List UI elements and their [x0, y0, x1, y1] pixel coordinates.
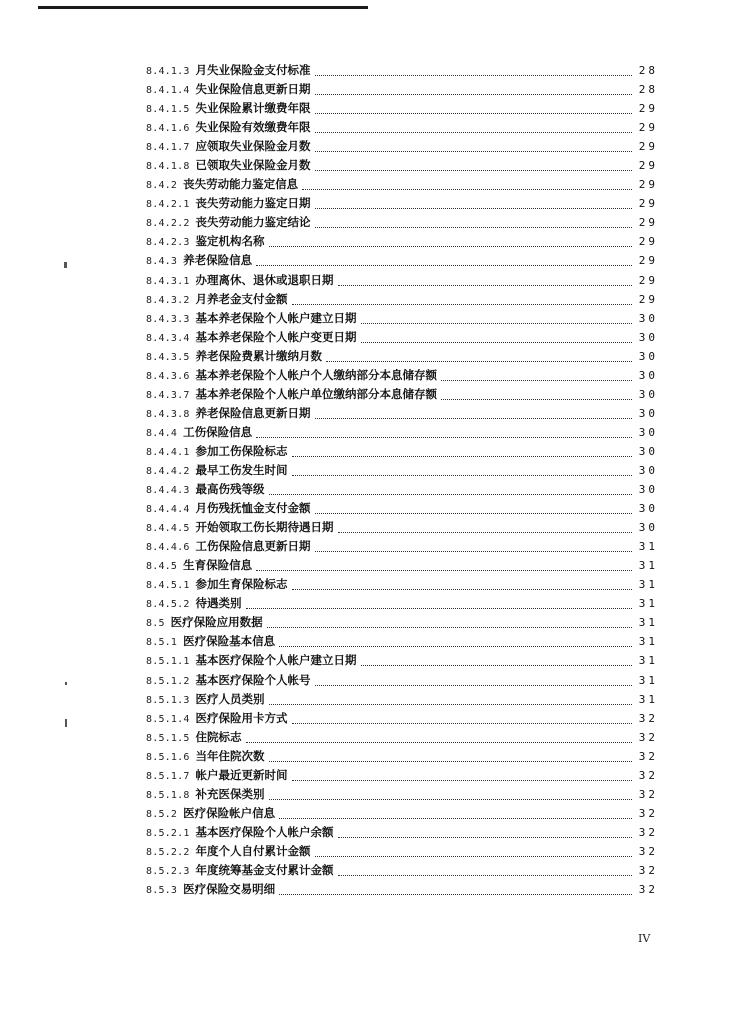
toc-entry-title: 最高伤残等级 [195, 482, 265, 497]
toc-entry-number: 8.4.2 [146, 180, 178, 192]
dot-leader [279, 645, 632, 647]
toc-entry[interactable] [146, 728, 658, 747]
toc-entry-number: 8.4.1.4 [146, 85, 190, 97]
toc-entry[interactable] [146, 80, 658, 99]
toc-entry-title: 养老保险费累计缴纳月数 [195, 348, 323, 363]
dot-leader [292, 455, 632, 457]
toc-entry-number: 8.5.1 [146, 637, 178, 649]
toc-entry-title: 参加生育保险标志 [195, 577, 288, 592]
toc-entry-page: 31 [638, 616, 658, 630]
toc-entry[interactable] [146, 880, 658, 899]
toc-entry[interactable] [146, 137, 658, 156]
toc-entry[interactable] [146, 309, 658, 328]
toc-entry-title: 月养老金支付金额 [195, 291, 288, 306]
toc-entry-title: 办理离休、退休或退职日期 [195, 272, 334, 287]
toc-entry[interactable] [146, 747, 658, 766]
toc-entry[interactable] [146, 842, 658, 861]
toc-entry-title: 失业保险有效缴费年限 [195, 120, 311, 135]
toc-entry-title: 基本医疗保险个人帐号 [195, 672, 311, 687]
toc-entry-page: 29 [638, 102, 658, 116]
toc-entry[interactable] [146, 271, 658, 290]
toc-entry-number: 8.4.3.4 [146, 332, 190, 344]
toc-entry-page: 30 [638, 425, 658, 439]
toc-entry[interactable] [146, 861, 658, 880]
dot-leader [315, 512, 632, 514]
dot-leader [441, 379, 632, 381]
toc-entry-title: 基本养老保险个人帐户单位缴纳部分本息储存额 [195, 386, 438, 401]
scan-mark [65, 719, 67, 727]
toc-entry-title: 待遇类别 [195, 596, 242, 611]
toc-entry[interactable] [146, 613, 658, 632]
dot-leader [326, 360, 632, 362]
toc-entry[interactable] [146, 194, 658, 213]
toc-entry[interactable] [146, 385, 658, 404]
toc-entry-title: 养老保险信息更新日期 [195, 405, 311, 420]
toc-entry[interactable] [146, 518, 658, 537]
dot-leader [315, 150, 632, 152]
dot-leader [361, 664, 632, 666]
toc-entry[interactable] [146, 594, 658, 613]
toc-entry-number: 8.4.5.2 [146, 599, 190, 611]
toc-entry-number: 8.4.3.2 [146, 294, 190, 306]
toc-entry-page: 32 [638, 883, 658, 897]
toc-entry-title: 参加工伤保险标志 [195, 443, 288, 458]
toc-entry-page: 30 [638, 483, 658, 497]
dot-leader [315, 417, 632, 419]
toc-entry[interactable] [146, 232, 658, 251]
toc-entry-page: 31 [638, 673, 658, 687]
toc-entry-page: 29 [638, 273, 658, 287]
toc-entry[interactable] [146, 366, 658, 385]
toc-entry-title: 丧失劳动能力鉴定信息 [183, 177, 299, 192]
toc-entry-title: 医疗人员类别 [195, 691, 265, 706]
toc-entry-page: 30 [638, 311, 658, 325]
toc-entry-title: 医疗保险用卡方式 [195, 710, 288, 725]
toc-entry-number: 8.4.1.7 [146, 142, 190, 154]
toc-entry-page: 31 [638, 578, 658, 592]
toc-entry-page: 32 [638, 844, 658, 858]
toc-entry[interactable] [146, 156, 658, 175]
toc-entry-number: 8.4.3.8 [146, 408, 190, 420]
toc-entry-title: 工伤保险信息更新日期 [195, 539, 311, 554]
dot-leader [315, 112, 632, 114]
dot-leader [279, 893, 632, 895]
dot-leader [292, 303, 632, 305]
toc-entry[interactable] [146, 804, 658, 823]
toc-entry-number: 8.4.3.7 [146, 389, 190, 401]
dot-leader [315, 93, 632, 95]
dot-leader [338, 284, 632, 286]
toc-entry-page: 29 [638, 197, 658, 211]
toc-entry-page: 32 [638, 863, 658, 877]
toc-entry-page: 29 [638, 216, 658, 230]
dot-leader [292, 474, 632, 476]
dot-leader [269, 703, 632, 705]
toc-entry-page: 28 [638, 83, 658, 97]
toc-entry-title: 医疗保险交易明细 [183, 882, 276, 897]
toc-entry-number: 8.5.1.6 [146, 751, 190, 763]
toc-entry[interactable] [146, 461, 658, 480]
toc-entry[interactable] [146, 251, 658, 270]
dot-leader [338, 874, 632, 876]
scan-mark [65, 682, 67, 685]
toc-entry-page: 29 [638, 140, 658, 154]
toc-entry-page: 30 [638, 368, 658, 382]
toc-entry-number: 8.4.4.6 [146, 542, 190, 554]
toc-entry-page: 29 [638, 292, 658, 306]
toc-entry-number: 8.4.1.6 [146, 123, 190, 135]
page-number: IV [638, 932, 651, 945]
toc-entry[interactable] [146, 328, 658, 347]
toc-entry[interactable] [146, 347, 658, 366]
toc-entry-number: 8.5 [146, 618, 165, 630]
toc-entry-page: 32 [638, 806, 658, 820]
toc-entry-page: 31 [638, 597, 658, 611]
toc-entry-number: 8.4.5.1 [146, 580, 190, 592]
toc-entry[interactable] [146, 423, 658, 442]
toc-entry-title: 应领取失业保险金月数 [195, 139, 311, 154]
toc-entry-number: 8.4.1.5 [146, 104, 190, 116]
dot-leader [292, 722, 632, 724]
dot-leader [315, 550, 632, 552]
toc-entry-title: 月失业保险金支付标准 [195, 63, 311, 77]
toc-entry[interactable] [146, 480, 658, 499]
toc-entry[interactable] [146, 766, 658, 785]
toc-entry[interactable] [146, 575, 658, 594]
toc-entry[interactable] [146, 118, 658, 137]
toc-entry-number: 8.5.2.1 [146, 827, 190, 839]
toc-entry-page: 31 [638, 654, 658, 668]
toc-entry-title: 失业保险累计缴费年限 [195, 101, 311, 116]
toc-entry-number: 8.4.3.5 [146, 351, 190, 363]
dot-leader [315, 855, 632, 857]
dot-leader [292, 779, 632, 781]
toc-entry-number: 8.5.1.1 [146, 656, 190, 668]
toc-entry-number: 8.4.3.1 [146, 275, 190, 287]
dot-leader [315, 684, 632, 686]
toc-entry[interactable] [146, 442, 658, 461]
toc-entry-number: 8.4.4.2 [146, 465, 190, 477]
toc-entry-page: 30 [638, 521, 658, 535]
toc-entry-number: 8.5.1.2 [146, 675, 190, 687]
scan-mark [64, 262, 67, 268]
dot-leader [267, 626, 632, 628]
toc-entry-title: 医疗保险应用数据 [170, 615, 263, 630]
toc-entry-title: 医疗保险基本信息 [183, 634, 276, 649]
toc-entry-title: 养老保险信息 [183, 253, 253, 268]
dot-leader [269, 245, 632, 247]
toc-entry-number: 8.5.2.2 [146, 846, 190, 858]
toc-entry-number: 8.5.1.8 [146, 789, 190, 801]
toc-entry[interactable] [146, 99, 658, 118]
dot-leader [315, 226, 632, 228]
toc-entry-title: 基本养老保险个人帐户个人缴纳部分本息储存额 [195, 367, 438, 382]
toc-entry-page: 30 [638, 502, 658, 516]
dot-leader [315, 207, 632, 209]
toc-entry-number: 8.5.1.5 [146, 732, 190, 744]
toc-entry-title: 失业保险信息更新日期 [195, 82, 311, 97]
toc-entry[interactable] [146, 175, 658, 194]
toc-entry-number: 8.5.1.4 [146, 713, 190, 725]
toc-entry[interactable] [146, 213, 658, 232]
dot-leader [338, 836, 632, 838]
toc-entry[interactable] [146, 709, 658, 728]
toc-entry-page: 32 [638, 749, 658, 763]
toc-entry[interactable] [146, 785, 658, 804]
toc-entry-number: 8.4.1.8 [146, 161, 190, 173]
toc-entry-title: 开始领取工伤长期待遇日期 [195, 520, 334, 535]
toc-entry-title: 工伤保险信息 [183, 424, 253, 439]
toc-entry-title: 帐户最近更新时间 [195, 767, 288, 782]
toc-entry-title: 医疗保险帐户信息 [183, 805, 276, 820]
toc-entry-number: 8.4.5 [146, 561, 178, 573]
dot-leader [361, 322, 632, 324]
top-rule [38, 6, 368, 9]
toc-entry-title: 基本养老保险个人帐户变更日期 [195, 329, 357, 344]
toc-entry-number: 8.5.3 [146, 885, 178, 897]
toc-entry-number: 8.4.4.5 [146, 523, 190, 535]
toc-entry[interactable] [146, 290, 658, 309]
table-of-contents [146, 61, 658, 899]
dot-leader [246, 607, 632, 609]
toc-entry[interactable] [146, 651, 658, 670]
toc-entry-title: 基本医疗保险个人帐户建立日期 [195, 653, 357, 668]
toc-entry-title: 最早工伤发生时间 [195, 462, 288, 477]
toc-entry-number: 8.5.1.3 [146, 694, 190, 706]
toc-entry[interactable] [146, 690, 658, 709]
toc-entry[interactable] [146, 499, 658, 518]
dot-leader [246, 741, 632, 743]
toc-entry-page: 32 [638, 787, 658, 801]
toc-entry-page: 32 [638, 730, 658, 744]
dot-leader [361, 341, 632, 343]
dot-leader [256, 264, 632, 266]
toc-entry-number: 8.5.1.7 [146, 770, 190, 782]
toc-entry-title: 住院标志 [195, 729, 242, 744]
toc-entry-page: 30 [638, 330, 658, 344]
dot-leader [302, 188, 632, 190]
toc-entry[interactable] [146, 823, 658, 842]
toc-entry-page: 30 [638, 349, 658, 363]
toc-entry-page: 32 [638, 711, 658, 725]
toc-entry-title: 丧失劳动能力鉴定日期 [195, 196, 311, 211]
toc-entry-title: 年度统筹基金支付累计金额 [195, 862, 334, 877]
toc-entry-number: 8.4.3 [146, 256, 178, 268]
toc-entry-page: 29 [638, 121, 658, 135]
toc-entry[interactable] [146, 404, 658, 423]
toc-entry-page: 29 [638, 235, 658, 249]
toc-entry-page: 32 [638, 768, 658, 782]
dot-leader [256, 569, 632, 571]
toc-entry-page: 31 [638, 540, 658, 554]
toc-entry-page: 30 [638, 387, 658, 401]
toc-entry-page: 28 [638, 64, 658, 77]
dot-leader [269, 798, 632, 800]
toc-entry-title: 鉴定机构名称 [195, 234, 265, 249]
toc-entry-number: 8.4.4.3 [146, 485, 190, 497]
toc-entry[interactable] [146, 671, 658, 690]
toc-entry-title: 补充医保类别 [195, 786, 265, 801]
dot-leader [256, 436, 632, 438]
dot-leader [279, 817, 632, 819]
toc-entry-page: 29 [638, 254, 658, 268]
toc-entry-page: 29 [638, 159, 658, 173]
toc-entry-title: 当年住院次数 [195, 748, 265, 763]
toc-entry-page: 32 [638, 825, 658, 839]
toc-entry[interactable] [146, 537, 658, 556]
dot-leader [441, 398, 632, 400]
toc-entry-title: 月伤残抚恤金支付金额 [195, 501, 311, 516]
dot-leader [292, 588, 632, 590]
toc-entry-title: 基本养老保险个人帐户建立日期 [195, 310, 357, 325]
dot-leader [269, 760, 632, 762]
toc-entry-number: 8.4.4.4 [146, 504, 190, 516]
toc-entry[interactable] [146, 632, 658, 651]
toc-entry-number: 8.5.2.3 [146, 865, 190, 877]
dot-leader [315, 169, 632, 171]
toc-entry-page: 29 [638, 178, 658, 192]
toc-entry-number: 8.5.2 [146, 808, 178, 820]
toc-entry-page: 31 [638, 692, 658, 706]
toc-entry-page: 31 [638, 559, 658, 573]
toc-entry-page: 30 [638, 444, 658, 458]
toc-entry-number: 8.4.3.3 [146, 313, 190, 325]
toc-entry-title: 丧失劳动能力鉴定结论 [195, 215, 311, 230]
dot-leader [315, 131, 632, 133]
dot-leader [269, 493, 632, 495]
toc-entry-title: 基本医疗保险个人帐户余额 [195, 824, 334, 839]
dot-leader [338, 531, 632, 533]
toc-entry[interactable] [146, 556, 658, 575]
toc-entry-title: 年度个人自付累计金额 [195, 843, 311, 858]
toc-entry-number: 8.4.4.1 [146, 446, 190, 458]
toc-entry-number: 8.4.1.3 [146, 66, 190, 77]
dot-leader [315, 74, 632, 76]
toc-entry-title: 生育保险信息 [183, 558, 253, 573]
toc-entry-number: 8.4.2.3 [146, 237, 190, 249]
toc-entry-number: 8.4.2.1 [146, 199, 190, 211]
toc-entry-number: 8.4.2.2 [146, 218, 190, 230]
toc-entry-page: 30 [638, 463, 658, 477]
toc-entry-title: 已领取失业保险金月数 [195, 158, 311, 173]
toc-entry-page: 30 [638, 406, 658, 420]
toc-entry-number: 8.4.3.6 [146, 370, 190, 382]
toc-entry-number: 8.4.4 [146, 427, 178, 439]
toc-entry-page: 31 [638, 635, 658, 649]
toc-entry[interactable] [146, 61, 658, 80]
